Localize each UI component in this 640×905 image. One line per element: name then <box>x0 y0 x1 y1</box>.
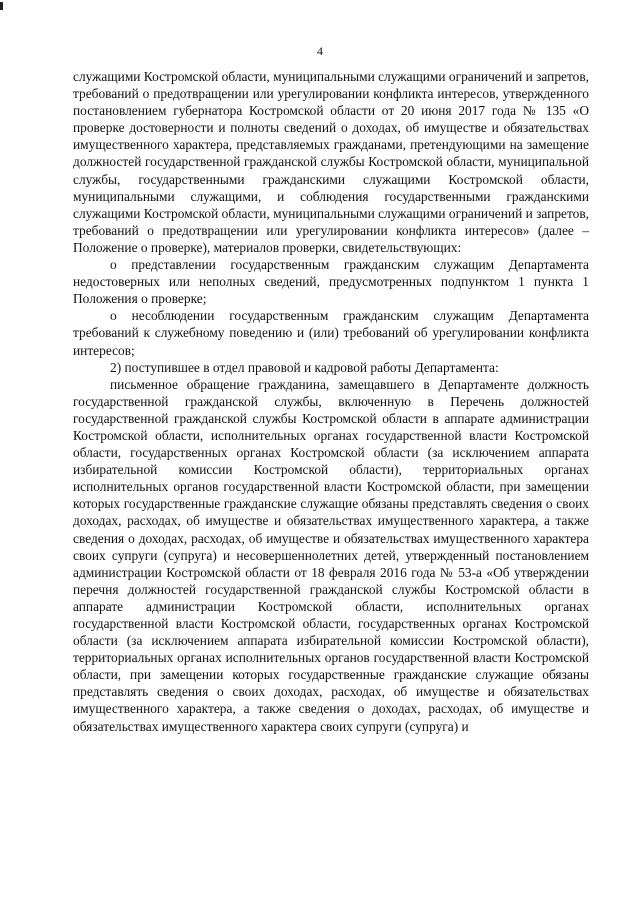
paragraph-item-false-information: о представлении государственным гражданским служащим Департамента недостоверных или неполных сведений, предусмотренных подпунктом 1 пункта 1 Положения о проверке; <box>73 257 589 307</box>
paragraph-written-appeal: письменное обращение гражданина, замещавшего в Департаменте должность государственной гражданской службы, включенную в Перечень должностей государственной гражданской службы Костромской области в аппарате администрации Костромской области, исполнительных органах государственной власти Костромской области, государственных органах Костромской области (за исключением аппарата избирательной комиссии Костромской области), территориальных органах исполнительных органов государственной власти Костромской области, при замещении которых государственные гражданские служащие обязаны представлять сведения о своих доходах, расходах, об имуществе и обязательствах имущественного характера, а также сведения о доходах, расходах, об имуществе и обязательствах имущественного характера своих супруги (супруга) и несовершеннолетних детей, утвержденный постановлением администрации Костромской области от 18 февраля 2016 года № 53-а «Об утверждении перечня должностей государственной гражданской службы Костромской области в аппарате администрации Костромской области, исполнительных органах государственной власти Костромской области, государственных органах Костромской области (за исключением аппарата избирательной комиссии Костромской области), территориальных органах исполнительных органов государственной власти Костромской области, при замещении которых государственные гражданские служащие обязаны представлять сведения о своих доходах, расходах, об имуществе и обязательствах имущественного характера, а также сведения о доходах, расходах, об имуществе и обязательствах имущественного характера своих супруги (супруга) и <box>73 376 589 734</box>
scan-edge-mark <box>0 2 3 10</box>
paragraph-item-2-heading: 2) поступившее в отдел правовой и кадровой работы Департамента: <box>110 359 499 375</box>
paragraph-continuation: служащими Костромской области, муниципальными служащими ограничений и запретов, требований о предотвращении или урегулировании конфликта интересов, утвержденного постановлением губернатора Костромской области от 20 июня 2017 года № 135 «О проверке достоверности и полноты сведений о доходах, об имуществе и обязательствах имущественного характера, представляемых гражданами, претендующими на замещение должностей государственной гражданской службы Костромской области, муниципальной службы, государственными гражданскими служащими Костромской области, муниципальными служащими, и соблюдения государственными гражданскими служащими Костромской области, муниципальными служащими ограничений и запретов, требований о предотвращении или урегулировании конфликта интересов» (далее – Положение о проверке), материалов проверки, свидетельствующих: <box>73 69 590 255</box>
page-number: 4 <box>317 44 323 58</box>
document-body <box>73 68 589 735</box>
paragraph-item-conduct-violation: о несоблюдении государственным гражданским служащим Департамента требований к служебному поведению и (или) требований об урегулировании конфликта интересов; <box>73 308 589 358</box>
